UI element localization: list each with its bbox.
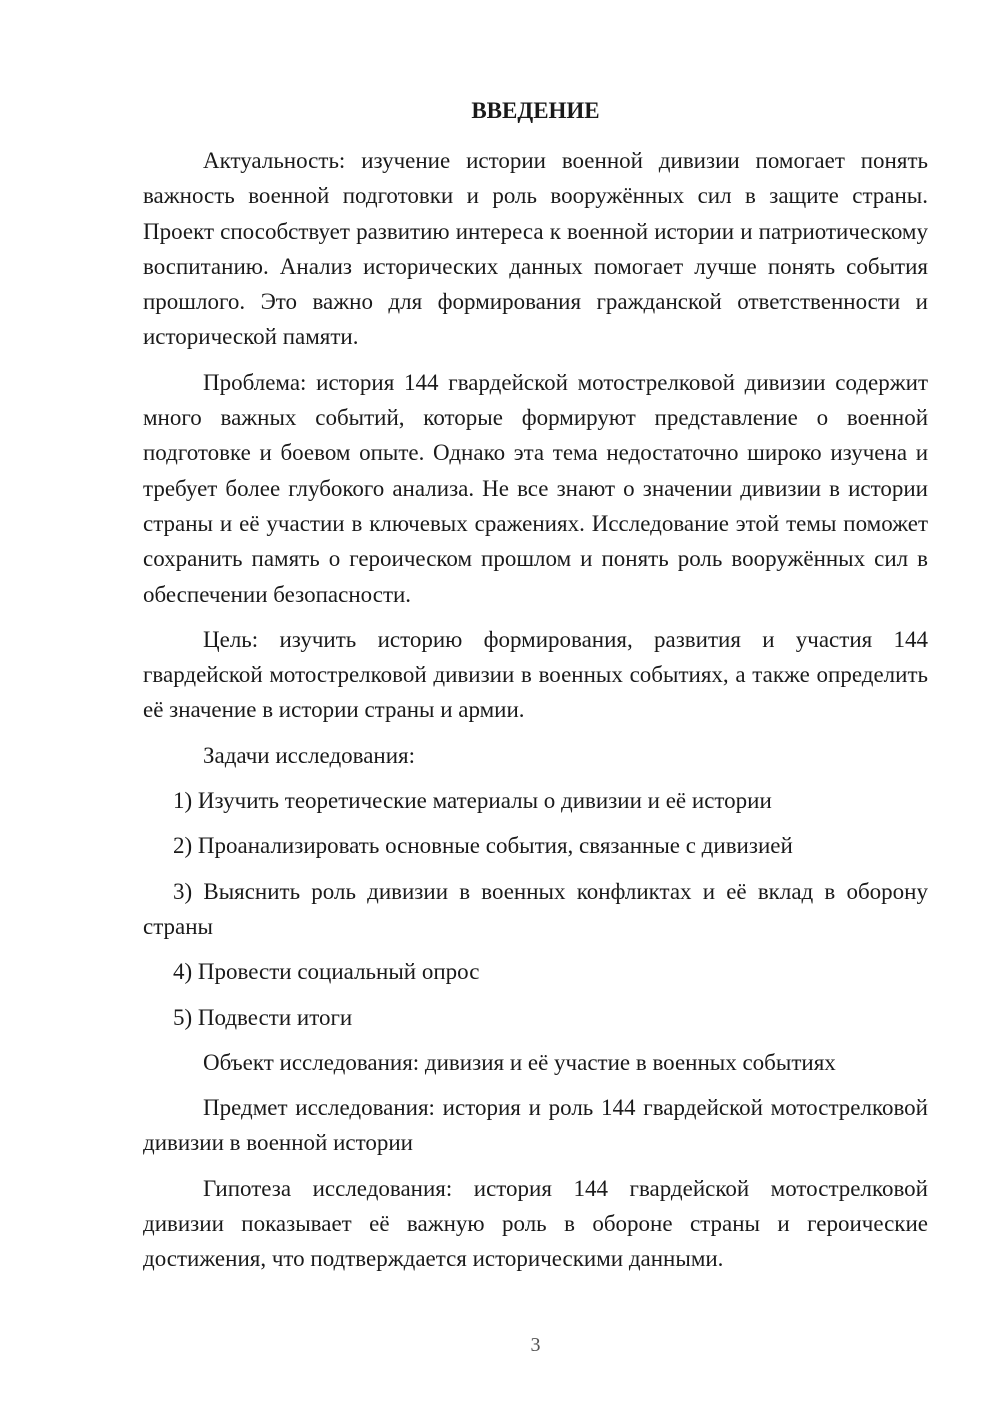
document-body bbox=[143, 143, 928, 1287]
document-heading: ВВЕДЕНИЕ bbox=[471, 98, 600, 123]
task-list-item: 3) Выяснить роль дивизии в военных конфликтах и её вклад в оборону страны bbox=[143, 878, 928, 939]
goal-paragraph: Цель: изучить историю формирования, развития и участия 144 гвардейской мотострелковой дивизии в военных событиях, а также определить её значение в истории страны и армии. bbox=[143, 626, 928, 723]
task-list-item: 2) Проанализировать основные события, связанные с дивизией bbox=[173, 833, 793, 859]
subject-paragraph: Предмет исследования: история и роль 144 гвардейской мотострелковой дивизии в военной истории bbox=[143, 1095, 928, 1156]
tasks-heading: Задачи исследования: bbox=[203, 742, 416, 768]
task-list-item: 1) Изучить теоретические материалы о дивизии и её истории bbox=[173, 788, 772, 814]
task-list-item: 4) Провести социальный опрос bbox=[173, 959, 480, 985]
object-paragraph: Объект исследования: дивизия и её участие в военных событиях bbox=[203, 1049, 836, 1075]
relevance-paragraph: Актуальность: изучение истории военной дивизии помогает понять важность военной подготовки и роль вооружённых сил в защите страны. Проект способствует развитию интереса к военной истории и патриотическому воспитанию. Анализ исторических данных помогает лучше понять события прошлого. Это важно для формирования гражданской ответственности и исторической памяти. bbox=[143, 148, 928, 350]
problem-paragraph: Проблема: история 144 гвардейской мотострелковой дивизии содержит много важных событий, которые формируют представление о военной подготовке и боевом опыте. Однако эта тема недостаточно широко изучена и требует более глубокого анализа. Не все знают о значении дивизии в истории страны и её участии в ключевых сражениях. Исследование этой темы поможет сохранить память о героическом прошлом и понять роль вооружённых сил в обеспечении безопасности. bbox=[143, 369, 928, 607]
hypothesis-paragraph: Гипотеза исследования: история 144 гвардейской мотострелковой дивизии показывает её важную роль в обороне страны и героические достижения, что подтверждается историческими данными. bbox=[143, 1175, 928, 1272]
document-page bbox=[143, 0, 928, 1414]
page-number: 3 bbox=[530, 1334, 541, 1356]
task-list-item: 5) Подвести итоги bbox=[173, 1004, 353, 1030]
